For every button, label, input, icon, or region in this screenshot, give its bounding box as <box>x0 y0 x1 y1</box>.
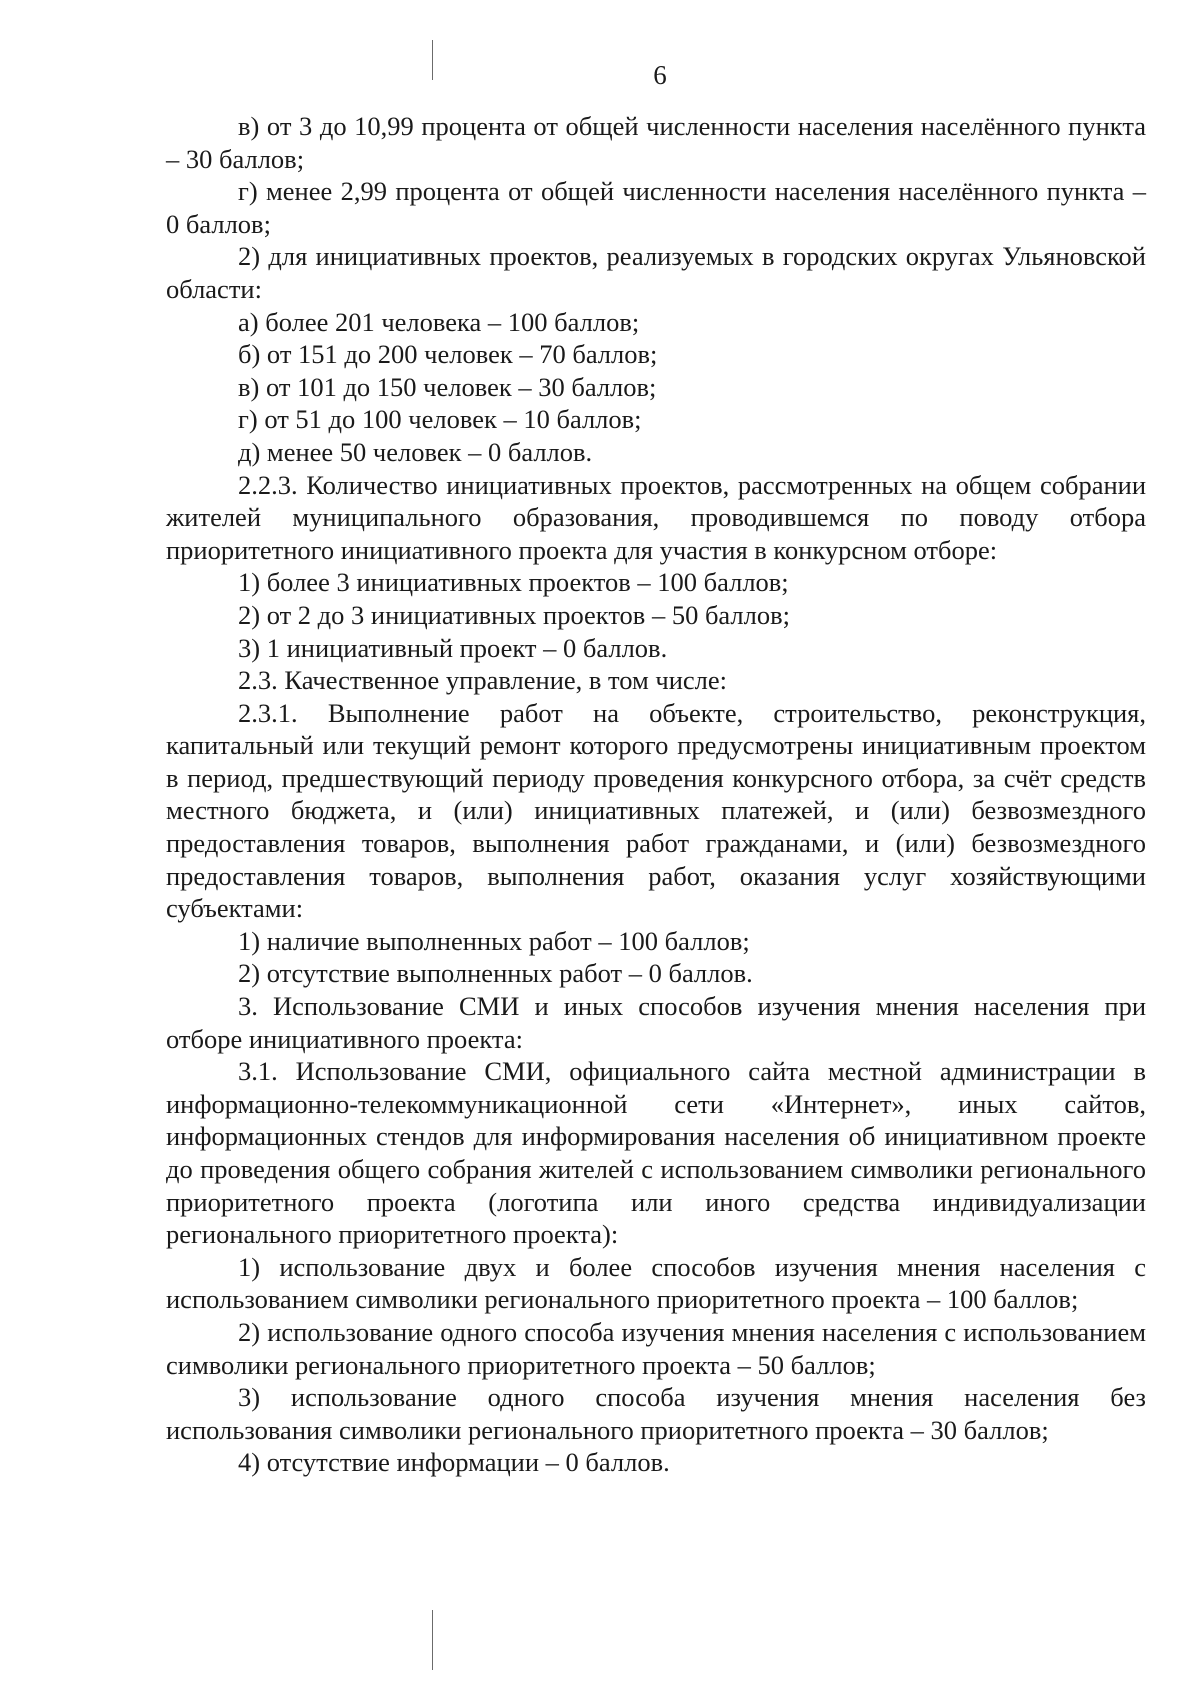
paragraph: 3) 1 инициативный проект – 0 баллов. <box>238 632 668 663</box>
paragraph: 2.3. Качественное управление, в том числе: <box>238 665 728 696</box>
paragraph: 3. Использование СМИ и иных способов изучения мнения населения при отборе инициативного проекта: <box>166 991 1146 1054</box>
paragraph: б) от 151 до 200 человек – 70 баллов; <box>238 339 658 370</box>
document-body <box>166 110 1146 1479</box>
paragraph: 4) отсутствие информации – 0 баллов. <box>238 1447 670 1478</box>
paragraph: 2) отсутствие выполненных работ – 0 баллов. <box>238 958 753 989</box>
paragraph: 1) наличие выполненных работ – 100 баллов; <box>238 925 750 956</box>
paragraph: 3.1. Использование СМИ, официального сайта местной администрации в информационно-телекоммуникационной сети «Интернет», иных сайтов, информационных стендов для информирования населения об инициативном проекте до проведения общего собрания жителей с использованием символики регионального приоритетного проекта (логотипа или иного средства индивидуализации регионального приоритетного проекта): <box>166 1056 1146 1250</box>
paragraph: 1) использование двух и более способов изучения мнения населения с использованием символики регионального приоритетного проекта – 100 баллов; <box>166 1251 1146 1315</box>
paragraph: г) менее 2,99 процента от общей численности населения населённого пункта – 0 баллов; <box>166 176 1146 239</box>
paragraph: д) менее 50 человек – 0 баллов. <box>238 436 593 467</box>
scan-artifact-line <box>432 1610 433 1670</box>
paragraph: а) более 201 человека – 100 баллов; <box>238 306 640 337</box>
page-number: 6 <box>653 60 667 90</box>
paragraph: 2.2.3. Количество инициативных проектов, рассмотренных на общем собрании жителей муниципального образования, проводившемся по поводу отбора приоритетного инициативного проекта для участия в конкурсном отборе: <box>166 469 1146 565</box>
paragraph: 1) более 3 инициативных проектов – 100 баллов; <box>238 567 789 598</box>
paragraph: в) от 3 до 10,99 процента от общей численности населения населённого пункта – 30 баллов; <box>166 111 1146 174</box>
paragraph: в) от 101 до 150 человек – 30 баллов; <box>238 371 657 402</box>
paragraph: 2) от 2 до 3 инициативных проектов – 50 баллов; <box>238 599 790 630</box>
paragraph: г) от 51 до 100 человек – 10 баллов; <box>238 404 642 435</box>
paragraph: 2) использование одного способа изучения мнения населения с использованием символики регионального приоритетного проекта – 50 баллов; <box>166 1316 1146 1380</box>
paragraph: 2) для инициативных проектов, реализуемых в городских округах Ульяновской области: <box>166 241 1146 304</box>
paragraph: 2.3.1. Выполнение работ на объекте, строительство, реконструкция, капитальный или текущий ремонт которого предусмотрены инициативным проектом в период, предшествующий периоду проведения конкурсного отбора, за счёт средств местного бюджета, и (или) инициативных платежей, и (или) безвозмездного предоставления товаров, выполнения работ гражданами, и (или) безвозмездного предоставления товаров, выполнения работ, оказания услуг хозяйствующими субъектами: <box>166 697 1146 924</box>
paragraph: 3) использование одного способа изучения мнения населения без использования символики регионального приоритетного проекта – 30 баллов; <box>166 1382 1146 1445</box>
